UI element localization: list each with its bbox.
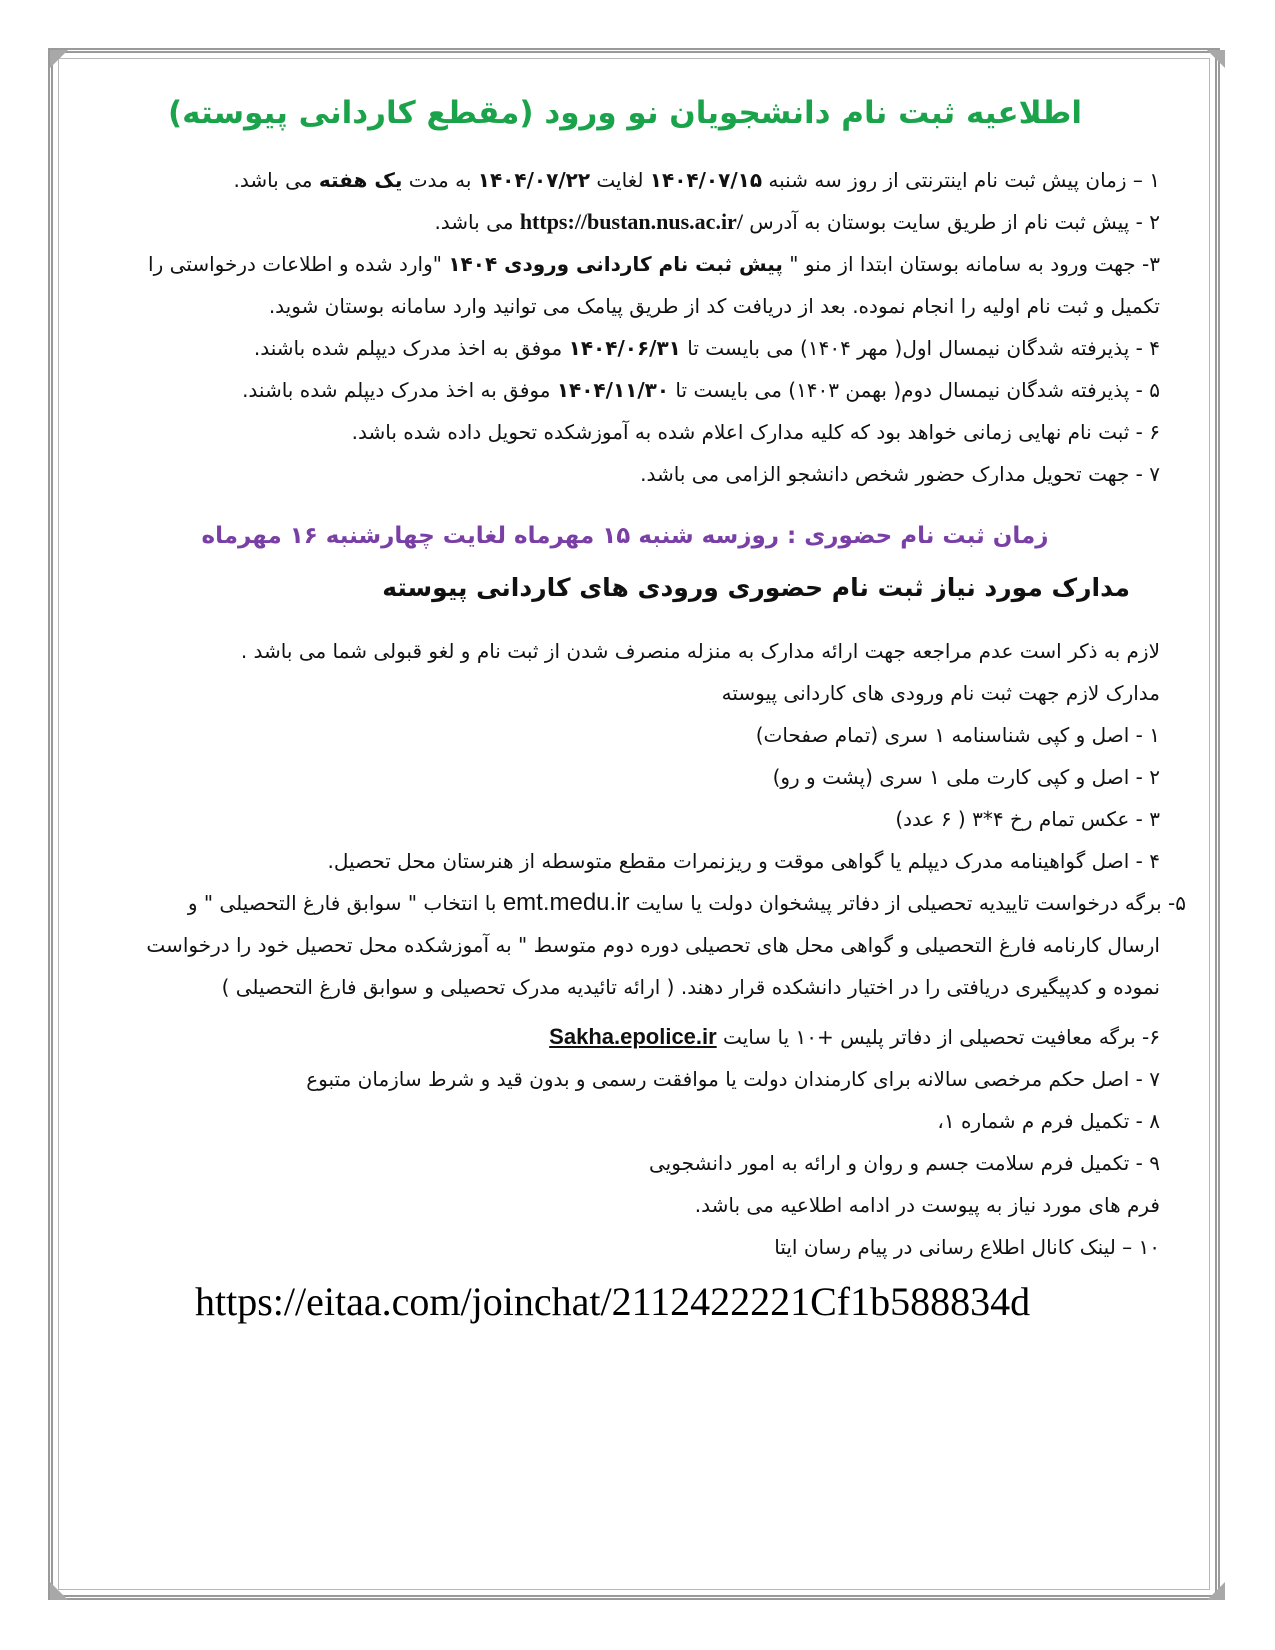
list-item: ۳ - عکس تمام رخ ۴*۳ ( ۶ عدد) xyxy=(895,807,1160,831)
list-item: ۷ - جهت تحویل مدارک حضور شخص دانشجو الزامی می باشد. xyxy=(640,462,1160,486)
sakha-link[interactable]: Sakha.epolice.ir xyxy=(549,1024,717,1049)
list-item: ۱۰ – لینک کانال اطلاع رسانی در پیام رسان ایتا xyxy=(774,1235,1160,1259)
list-item: ۶ - ثبت نام نهایی زمانی خواهد بود که کلیه مدارک اعلام شده به آموزشکده تحویل داده شده باشد. xyxy=(351,420,1160,444)
list-item: ۱ - اصل و کپی شناسنامه ۱ سری (تمام صفحات) xyxy=(755,723,1160,747)
corner-ornament xyxy=(1207,50,1225,68)
emt-site-link[interactable]: emt.medu.ir xyxy=(502,889,630,916)
list-item: ۲ - اصل و کپی کارت ملی ۱ سری (پشت و رو) xyxy=(772,765,1160,789)
page-title: اطلاعیه ثبت نام دانشجویان نو ورود (مقطع کاردانی پیوسته) xyxy=(168,95,1082,131)
list-item: ۱ – زمان پیش ثبت نام اینترنتی از روز سه شنبه ۱۴۰۴/۰۷/۱۵ لغایت ۱۴۰۴/۰۷/۲۲ به مدت یک هفته می باشد. xyxy=(233,168,1160,192)
documents-heading: مدارک مورد نیاز ثبت نام حضوری ورودی های کاردانی پیوسته xyxy=(382,573,1130,602)
list-item: ۴ - پذیرفته شدگان نیمسال اول( مهر ۱۴۰۴) می بایست تا ۱۴۰۴/۰۶/۳۱ موفق به اخذ مدرک دیپلم شده باشند. xyxy=(253,336,1160,360)
list-item: تکمیل و ثبت نام اولیه را انجام نموده. بعد از دریافت کد از طریق پیامک می توانید وارد سامانه بوستان شوید. xyxy=(268,294,1160,318)
list-item-continuation: ارسال کارنامه فارغ التحصیلی و گواهی محل های تحصیلی دوره دوم متوسط " به آموزشکده محل تحصیل خود را درخواست xyxy=(146,933,1160,957)
in-person-schedule: زمان ثبت نام حضوری : روزسه شنبه ۱۵ مهرماه لغایت چهارشنبه ۱۶ مهرماه xyxy=(201,523,1049,549)
note-text: مدارک لازم جهت ثبت نام ورودی های کاردانی پیوسته xyxy=(721,681,1160,705)
corner-ornament xyxy=(1207,1582,1225,1600)
documents-list xyxy=(90,630,1186,1268)
eitaa-channel-link[interactable]: https://eitaa.com/joinchat/2112422221Cf1b588834d xyxy=(195,1279,1031,1324)
list-item: ۶- برگه معافیت تحصیلی از دفاتر پلیس +۱۰ یا سایت Sakha.epolice.ir xyxy=(549,1024,1160,1049)
list-item: ۹ - تکمیل فرم سلامت جسم و روان و ارائه به امور دانشجویی xyxy=(649,1151,1160,1175)
list-item: ۳- جهت ورود به سامانه بوستان ابتدا از منو " پیش ثبت نام کاردانی ورودی ۱۴۰۴ "وارد شده و اطلاعات درخواستی را xyxy=(148,252,1160,276)
preregistration-list xyxy=(90,159,1160,495)
list-item: ۸ - تکمیل فرم م شماره ۱، xyxy=(937,1109,1160,1133)
note-text: لازم به ذکر است عدم مراجعه جهت ارائه مدارک به منزله منصرف شدن از ثبت نام و لغو قبولی شما می باشد . xyxy=(240,639,1160,663)
bustan-link[interactable]: https://bustan.nus.ac.ir/ xyxy=(519,209,743,234)
list-item: ۴ - اصل گواهینامه مدرک دیپلم یا گواهی موقت و ریزنمرات مقطع متوسطه از هنرستان محل تحصیل. xyxy=(327,849,1160,873)
corner-ornament xyxy=(50,1582,68,1600)
note-text: فرم های مورد نیاز به پیوست در ادامه اطلاعیه می باشد. xyxy=(694,1193,1160,1217)
corner-ornament xyxy=(50,50,68,68)
list-item-continuation: نموده و کدپیگیری دریافتی را در اختیار دانشکده قرار دهند. ( ارائه تائیدیه مدرک تحصیلی و سوابق فارغ التحصیلی ) xyxy=(221,975,1160,999)
notice-page xyxy=(90,95,1186,1325)
list-item: ۵- برگه درخواست تاییدیه تحصیلی از دفاتر پیشخوان دولت یا سایت emt.medu.ir با انتخاب " سوابق فارغ التحصیلی " و xyxy=(187,889,1186,916)
list-item: ۵ - پذیرفته شدگان نیمسال دوم( بهمن ۱۴۰۳) می بایست تا ۱۴۰۴/۱۱/۳۰ موفق به اخذ مدرک دیپلم شده باشند. xyxy=(242,378,1160,402)
list-item: ۷ - اصل حکم مرخصی سالانه برای کارمندان دولت یا موافقت رسمی و بدون قید و شرط سازمان متبوع xyxy=(306,1067,1160,1091)
list-item: ۲ - پیش ثبت نام از طریق سایت بوستان به آدرس https://bustan.nus.ac.ir/ می باشد. xyxy=(434,209,1160,234)
